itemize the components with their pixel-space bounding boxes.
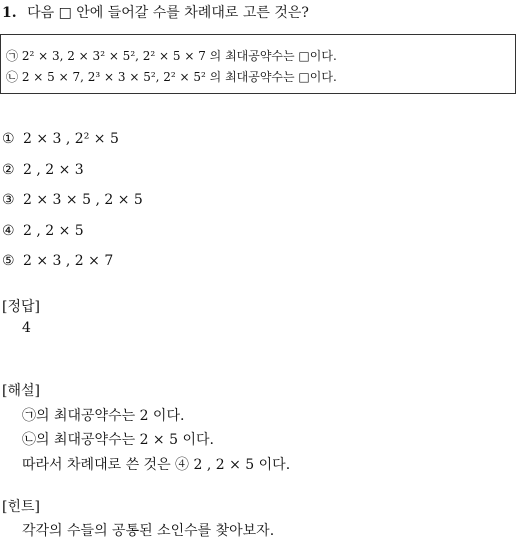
condition-b xyxy=(6,68,337,85)
conditions-box xyxy=(0,34,516,94)
condition-a-expr: 2² × 3, 2 × 3² × 5², 2² × 5 × 7 xyxy=(21,49,206,63)
answer-label: [정답] xyxy=(2,299,40,315)
hint-text: 각각의 수들의 공통된 소인수를 찾아보자. xyxy=(22,523,275,539)
choice-4[interactable] xyxy=(2,223,84,239)
condition-a xyxy=(6,47,337,64)
choice-1-marker: ① xyxy=(2,131,15,147)
question-header xyxy=(2,2,309,22)
choice-5-marker: ⑤ xyxy=(2,253,15,269)
hint-label: [힌트] xyxy=(2,499,40,515)
choice-5-text: 2 × 3 , 2 × 7 xyxy=(23,253,114,269)
condition-b-marker: ㉡ xyxy=(6,70,19,84)
choice-5[interactable] xyxy=(2,253,113,269)
choice-3-text: 2 × 3 × 5 , 2 × 5 xyxy=(23,192,143,208)
choice-4-marker: ④ xyxy=(2,223,15,239)
explanation-label: [해설] xyxy=(2,383,40,399)
explanation-line-1: ㉠의 최대공약수는 2 이다. xyxy=(22,408,185,424)
choice-1[interactable] xyxy=(2,131,119,147)
condition-a-marker: ㉠ xyxy=(6,49,19,63)
explanation-line-3: 따라서 차례대로 쓴 것은 ④ 2 , 2 × 5 이다. xyxy=(22,457,291,473)
condition-a-suffix: 의 최대공약수는 □이다. xyxy=(205,49,337,63)
condition-b-suffix: 의 최대공약수는 □이다. xyxy=(205,70,337,84)
condition-b-expr: 2 × 5 × 7, 2³ × 3 × 5², 2² × 5² xyxy=(21,70,206,84)
choice-2-text: 2 , 2 × 3 xyxy=(23,162,84,178)
choice-2[interactable] xyxy=(2,162,84,178)
choice-1-text: 2 × 3 , 2² × 5 xyxy=(23,131,119,147)
question-number: 1. xyxy=(2,5,17,21)
choice-3[interactable] xyxy=(2,192,143,208)
explanation-line-2: ㉡의 최대공약수는 2 × 5 이다. xyxy=(22,432,214,448)
answer-value: 4 xyxy=(22,320,31,336)
choice-4-text: 2 , 2 × 5 xyxy=(23,223,84,239)
choice-3-marker: ③ xyxy=(2,192,15,208)
question-text: 다음 □ 안에 들어갈 수를 차례대로 고른 것은? xyxy=(27,5,309,21)
choice-2-marker: ② xyxy=(2,162,15,178)
